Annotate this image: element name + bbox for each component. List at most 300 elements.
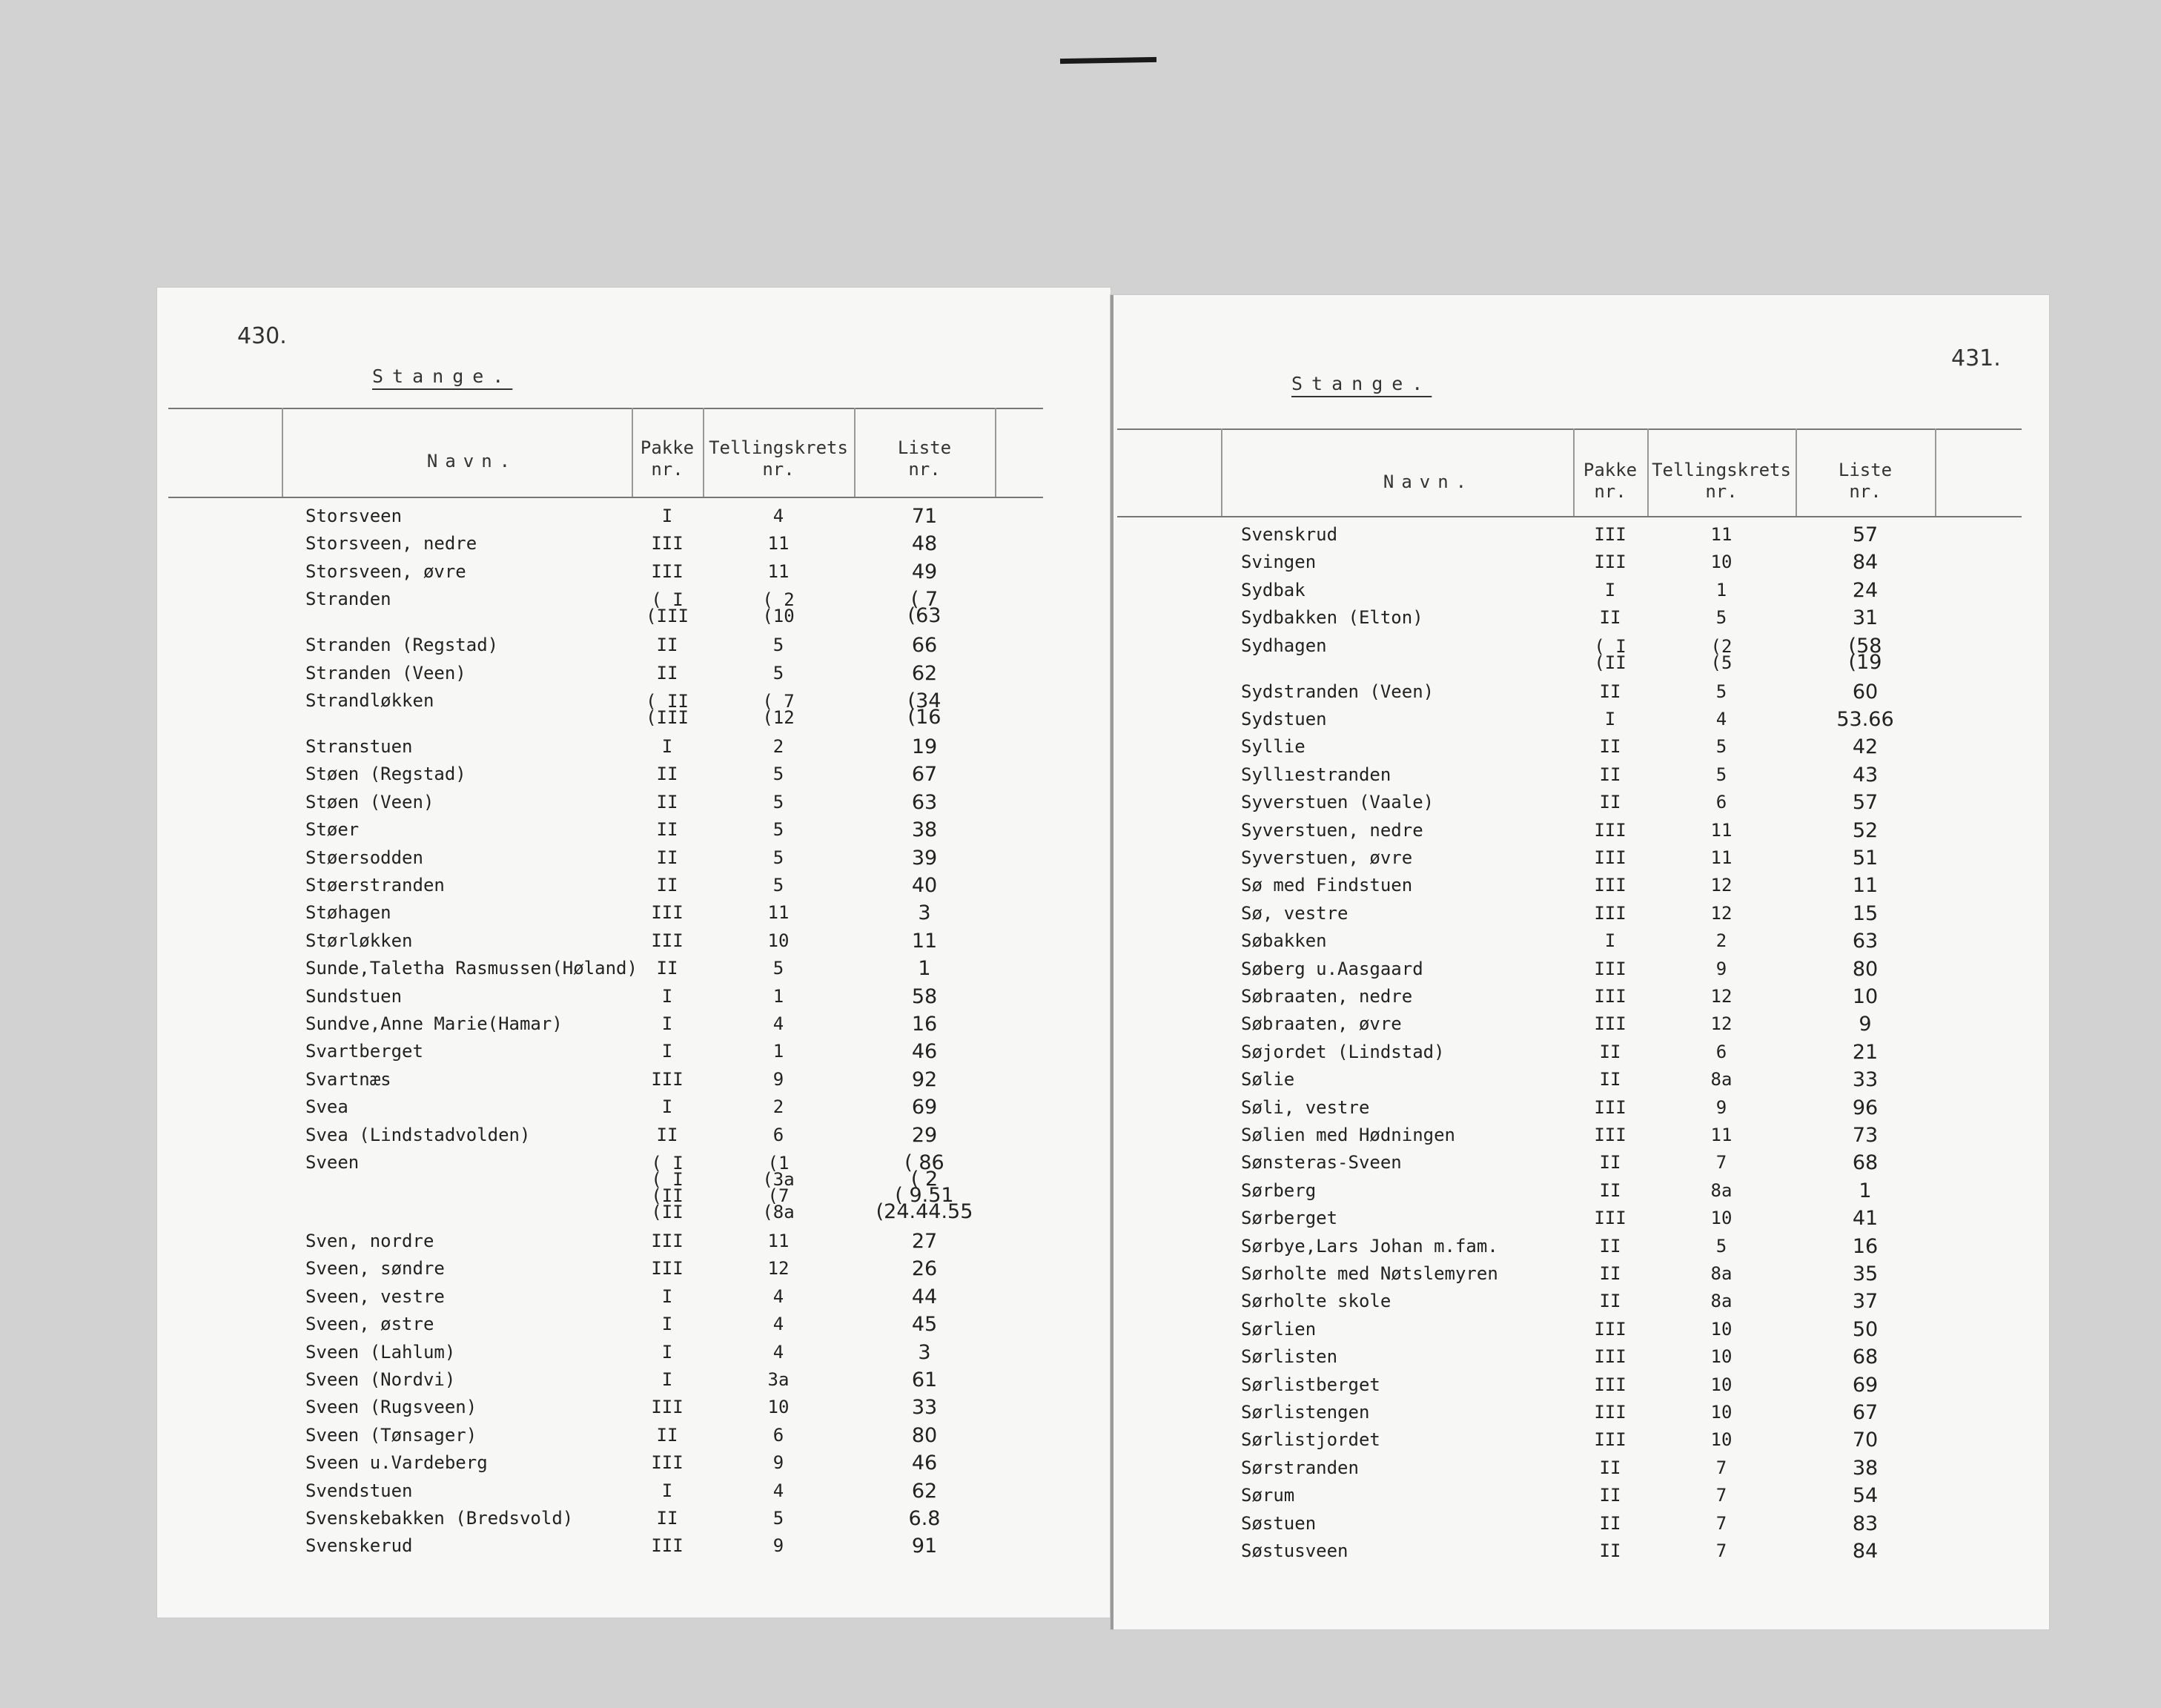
row-tellingskrets: 4 [772,1480,784,1501]
row-pakke: I [661,1285,673,1307]
row-tellingskrets: (2 (5 [1710,635,1733,673]
row-name: Sunde,Taletha Rasmussen(Høland) [305,958,638,979]
row-liste: 11 [1852,874,1879,898]
right-page [1111,295,2049,1629]
table-row [157,955,1032,982]
table-row [157,530,1032,557]
row-name: Sørlistberget [1241,1374,1380,1395]
row-tellingskrets: ( 2 (10 [762,589,795,627]
row-pakke: ( I ( I (II (II [651,1153,684,1222]
row-liste: 33 [1852,1068,1879,1092]
row-tellingskrets: 4 [772,1341,784,1363]
row-liste: 69 [1852,1373,1879,1397]
table-row [157,1283,1032,1311]
row-tellingskrets: 5 [772,791,784,812]
row-pakke: II [1599,1179,1621,1201]
row-tellingskrets: 11 [1710,847,1733,868]
table-row [1113,927,2018,955]
row-tellingskrets: 12 [1710,986,1733,1007]
row-liste: 73 [1852,1124,1879,1147]
table-row [157,844,1032,872]
row-name: Syverstuen, nedre [1241,819,1423,841]
row-name: Sølien med Hødningen [1241,1125,1455,1145]
row-name: Svea (Lindstadvolden) [305,1124,531,1145]
row-tellingskrets: 2 [772,1096,784,1118]
row-pakke: II [656,662,678,683]
table-row [157,1505,1032,1532]
table-row [157,687,1032,733]
table-row [157,1038,1032,1065]
row-liste: 48 [911,532,938,556]
table-row [1113,706,2018,733]
row-liste: 46 [911,1040,938,1064]
row-pakke: I [661,1369,673,1390]
row-name: Sydstuen [1241,709,1327,729]
row-name: Svartnæs [305,1068,391,1090]
row-liste: 16 [1852,1234,1879,1258]
column-divider [1935,428,1936,516]
header-bottom-rule [168,497,1043,498]
row-tellingskrets: 10 [1710,552,1733,573]
row-liste: 67 [911,763,938,787]
table-row [1113,1260,2018,1288]
row-pakke: III [651,1231,684,1251]
row-name: Sørberget [1241,1208,1338,1229]
row-pakke: III [1594,1346,1626,1368]
row-pakke: II [656,958,678,979]
row-name: Sveen, vestre [305,1285,445,1307]
row-name: Sven, nordre [305,1231,434,1251]
row-name: Støersodden [305,847,423,868]
table-row [157,503,1032,530]
row-name: Søjordet (Lindstad) [1241,1041,1445,1062]
row-tellingskrets: 6 [1715,1041,1727,1062]
row-name: Sørholte med Nøtslemyren [1241,1263,1498,1284]
table-row [1113,1537,2018,1565]
row-liste: 43 [1852,763,1879,787]
row-name: Sørlistjordet [1241,1429,1380,1451]
row-liste: 52 [1852,818,1879,842]
row-tellingskrets: 10 [1710,1374,1733,1395]
row-liste: 44 [911,1285,938,1308]
row-pakke: I [1604,709,1616,729]
row-liste: 38 [911,818,938,842]
row-pakke: II [656,1508,678,1529]
row-name: Søberg u.Aasgaard [1241,958,1423,979]
table-row [1113,678,2018,706]
header-bottom-rule [1117,516,2022,517]
row-pakke: II [656,635,678,656]
row-name: Støen (Regstad) [305,764,466,785]
row-name: Svingen [1241,552,1317,573]
row-pakke: II [1599,764,1621,785]
table-row [1113,1205,2018,1232]
row-pakke: II [1599,681,1621,702]
row-tellingskrets: 10 [1710,1318,1733,1340]
header-tellingskrets: Tellingskrets nr. [709,437,848,480]
row-tellingskrets: 4 [772,1013,784,1034]
row-pakke: II [656,847,678,868]
row-pakke: III [651,533,684,555]
row-liste: 41 [1852,1207,1879,1231]
table-row [1113,872,2018,899]
row-pakke: III [651,902,684,924]
row-pakke: II [1599,736,1621,758]
row-tellingskrets: 11 [767,1231,790,1251]
row-pakke: I [661,1480,673,1501]
row-name: Sveen [305,1152,360,1173]
row-liste: 51 [1852,847,1879,870]
row-liste: (58 (19 [1848,634,1882,674]
row-pakke: III [651,1068,684,1090]
header-pakke: Pakke nr. [1583,460,1638,502]
row-pakke: III [1594,1096,1626,1118]
table-row [157,983,1032,1010]
row-liste: 53.66 [1836,708,1894,731]
row-liste: 1 [1859,1179,1872,1202]
row-pakke: III [1594,986,1626,1007]
row-liste: 35 [1852,1262,1879,1285]
row-pakke: III [1594,1402,1626,1423]
header-navn: Navn. [1383,471,1475,492]
row-name: Sveen (Nordvi) [305,1369,456,1390]
row-liste: 24 [1852,578,1879,602]
header-pakke: Pakke nr. [640,437,695,480]
row-pakke: I [661,1096,673,1118]
row-liste: 54 [1852,1484,1879,1508]
row-name: Storsveen, øvre [305,560,466,582]
row-tellingskrets: 8a [1710,1069,1733,1090]
header-top-rule [1117,428,2022,430]
row-pakke: III [1594,847,1626,868]
header-top-rule [168,408,1043,409]
table-row [1113,844,2018,872]
row-liste: 57 [1852,791,1879,815]
row-pakke: II [1599,792,1621,813]
table-row [1113,577,2018,604]
row-tellingskrets: 8a [1710,1179,1733,1201]
row-liste: 68 [1852,1151,1879,1175]
row-pakke: I [1604,579,1616,600]
row-tellingskrets: 6 [772,1124,784,1145]
row-liste: 15 [1852,901,1879,925]
page-title: Stange. [1291,373,1432,394]
row-liste: 6.8 [908,1507,941,1530]
table-row [1113,604,2018,632]
row-pakke: III [1594,875,1626,896]
row-pakke: III [1594,958,1626,979]
row-tellingskrets: 7 [1715,1540,1727,1561]
row-name: Sveen, østre [305,1314,434,1335]
row-tellingskrets: 9 [1715,1096,1727,1118]
row-name: Sørholte skole [1241,1291,1391,1312]
row-tellingskrets: 7 [1715,1512,1727,1534]
table-row [157,632,1032,659]
row-liste: 80 [911,1423,938,1447]
row-liste: 63 [911,790,938,814]
row-pakke: I [661,1341,673,1363]
row-liste: ( 86 ( 2 ( 9.51 (24.44.55 [876,1151,973,1223]
row-pakke: III [651,560,684,582]
table-row [1113,1149,2018,1176]
row-tellingskrets: (1 (3a (7 (8a [762,1153,795,1222]
table-row [157,816,1032,844]
row-tellingskrets: 11 [1710,819,1733,841]
row-name: Størløkken [305,930,413,951]
row-tellingskrets: 10 [1710,1429,1733,1451]
table-row [1113,1426,2018,1454]
row-name: Svendstuen [305,1480,413,1501]
row-tellingskrets: 8a [1710,1263,1733,1284]
row-liste: 60 [1852,680,1879,704]
row-liste: 19 [911,735,938,758]
row-pakke: II [1599,1235,1621,1257]
row-liste: 1 [918,957,931,981]
row-liste: 9 [1859,1013,1872,1036]
table-row [1113,900,2018,927]
row-pakke: II [656,764,678,785]
left-page [157,288,1111,1618]
table-row [157,899,1032,927]
row-liste: 83 [1852,1512,1879,1535]
row-pakke: II [656,791,678,812]
table-row [1113,1343,2018,1371]
row-name: Søbraaten, øvre [1241,1013,1402,1035]
row-liste: 42 [1852,735,1879,759]
row-liste: 38 [1852,1456,1879,1480]
row-liste: 39 [911,846,938,870]
row-name: Syverstuen, øvre [1241,847,1413,868]
row-name: Sydhagen [1241,635,1327,656]
row-tellingskrets: 5 [772,662,784,683]
table-row [1113,632,2018,678]
row-pakke: II [1599,1485,1621,1506]
table-row [157,789,1032,816]
table-row [157,558,1032,586]
row-pakke: I [661,506,673,526]
page-title: Stange. [372,365,513,387]
row-tellingskrets: 10 [1710,1208,1733,1229]
row-liste: 66 [911,634,938,658]
table-row [157,1477,1032,1505]
row-liste: 70 [1852,1429,1879,1452]
row-tellingskrets: 5 [1715,736,1727,758]
row-tellingskrets: 9 [772,1452,784,1474]
table-row [157,660,1032,687]
row-tellingskrets: 5 [772,958,784,979]
column-divider [1221,428,1222,516]
table-row [1113,1177,2018,1205]
row-pakke: II [1599,1041,1621,1062]
row-pakke: II [1599,1291,1621,1312]
table-row [157,1093,1032,1121]
row-name: Strandløkken [305,690,434,711]
header-navn: Navn. [426,451,518,471]
row-tellingskrets: 4 [1715,709,1727,729]
table-row [1113,983,2018,1010]
header-tellingskrets: Tellingskrets nr. [1652,460,1791,502]
row-liste: 50 [1852,1317,1879,1341]
row-pakke: III [1594,902,1626,924]
row-name: Storsveen [305,506,403,526]
row-pakke: I [661,1013,673,1034]
column-divider [995,408,996,497]
row-tellingskrets: 8a [1710,1291,1733,1312]
page-number: 430. [237,323,287,349]
row-pakke: III [1594,1318,1626,1340]
table-row [1113,1122,2018,1149]
row-name: Syverstuen (Vaale) [1241,792,1434,813]
row-tellingskrets: 4 [772,1314,784,1335]
row-name: Sydstranden (Veen) [1241,681,1434,702]
row-pakke: III [651,1397,684,1418]
table-row [157,586,1032,632]
row-name: Sveen, søndre [305,1258,445,1280]
table-row [1113,1316,2018,1343]
row-tellingskrets: 12 [767,1258,790,1280]
row-liste: 11 [911,929,938,953]
row-tellingskrets: 1 [772,1041,784,1062]
row-pakke: I [1604,930,1616,952]
row-tellingskrets: 5 [772,1508,784,1529]
row-name: Søbraaten, nedre [1241,986,1413,1007]
row-name: Stranden (Regstad) [305,635,499,656]
row-name: Sørstranden [1241,1457,1359,1478]
row-tellingskrets: 5 [1715,1235,1727,1257]
row-pakke: III [1594,1374,1626,1395]
row-tellingskrets: 10 [1710,1402,1733,1423]
table-row [157,1449,1032,1477]
row-tellingskrets: 1 [772,985,784,1007]
row-liste: 33 [911,1396,938,1420]
row-name: Svenskrud [1241,524,1338,545]
row-tellingskrets: 2 [1715,930,1727,952]
row-name: Søli, vestre [1241,1096,1370,1118]
row-liste: 3 [918,901,931,925]
table-row [1113,1066,2018,1093]
row-name: Sydbak [1241,579,1305,600]
row-pakke: III [1594,819,1626,841]
row-tellingskrets: 12 [1710,1013,1733,1035]
row-tellingskrets: ( 7 (12 [762,691,795,728]
row-pakke: II [1599,1540,1621,1561]
row-tellingskrets: 11 [767,560,790,582]
table-row [157,872,1032,899]
row-name: Syllıestranden [1241,764,1391,785]
row-tellingskrets: 5 [772,764,784,785]
row-pakke: III [1594,1013,1626,1035]
row-name: Storsveen, nedre [305,533,477,555]
row-name: Svartberget [305,1041,423,1062]
row-pakke: III [651,1535,684,1557]
row-tellingskrets: 4 [772,506,784,526]
row-liste: 46 [911,1452,938,1475]
row-tellingskrets: 7 [1715,1152,1727,1174]
table-row [157,1366,1032,1394]
row-name: Stranden [305,589,391,610]
row-pakke: I [661,736,673,757]
row-liste: ( 7 (63 [907,588,941,628]
row-pakke: III [651,930,684,951]
row-liste: (34 (16 [907,689,941,729]
header-liste: Liste nr. [1838,460,1893,502]
row-tellingskrets: 10 [767,930,790,951]
row-name: Sølie [1241,1069,1295,1090]
row-pakke: II [1599,1457,1621,1478]
row-liste: 92 [911,1068,938,1091]
table-row [1113,1454,2018,1482]
row-name: Sundstuen [305,985,403,1007]
row-tellingskrets: 6 [1715,792,1727,813]
row-name: Sveen (Tønsager) [305,1424,477,1446]
row-name: Sørlisten [1241,1346,1338,1368]
table-row [1113,733,2018,761]
row-liste: 37 [1852,1290,1879,1314]
page-number: 431. [1951,345,2001,371]
row-pakke: ( II (III [646,691,689,728]
top-ink-mark [1060,57,1156,64]
table-row [157,1066,1032,1093]
row-liste: 84 [1852,551,1879,575]
row-liste: 62 [911,1479,938,1503]
row-pakke: II [1599,1512,1621,1534]
row-name: Stranstuen [305,736,413,757]
row-tellingskrets: 5 [772,635,784,656]
table-row [1113,1371,2018,1399]
row-name: Svenskebakken (Bredsvold) [305,1508,574,1529]
row-pakke: III [1594,1429,1626,1451]
table-row [1113,817,2018,844]
table-row [1113,549,2018,576]
row-name: Svea [305,1096,348,1118]
table-row [1113,956,2018,983]
row-pakke: II [656,875,678,896]
row-tellingskrets: 4 [772,1285,784,1307]
row-name: Støen (Veen) [305,791,434,812]
row-pakke: III [1594,1208,1626,1229]
row-name: Sørlistengen [1241,1402,1370,1423]
row-name: Sø med Findstuen [1241,875,1413,896]
row-pakke: II [656,819,678,841]
row-tellingskrets: 5 [772,875,784,896]
row-pakke: II [1599,1152,1621,1174]
table-row [157,1228,1032,1255]
table-row [1113,1288,2018,1315]
row-pakke: I [661,1041,673,1062]
row-liste: 71 [911,505,938,528]
row-pakke: ( I (II [1594,635,1626,673]
row-pakke: II [656,1124,678,1145]
table-row [157,927,1032,955]
header-liste: Liste nr. [897,437,952,480]
row-liste: 63 [1852,930,1879,953]
row-liste: 31 [1852,606,1879,630]
table-row [1113,1094,2018,1122]
row-name: Sveen (Lahlum) [305,1341,456,1363]
row-liste: 68 [1852,1345,1879,1369]
row-name: Støerstranden [305,875,445,896]
row-pakke: II [1599,607,1621,629]
row-tellingskrets: 9 [1715,958,1727,979]
row-tellingskrets: 5 [1715,764,1727,785]
table-row [157,1532,1032,1560]
row-pakke: III [1594,552,1626,573]
row-pakke: I [661,985,673,1007]
table-row [157,1422,1032,1449]
row-tellingskrets: 5 [772,819,784,841]
row-name: Syllie [1241,736,1305,758]
row-pakke: III [1594,1125,1626,1145]
